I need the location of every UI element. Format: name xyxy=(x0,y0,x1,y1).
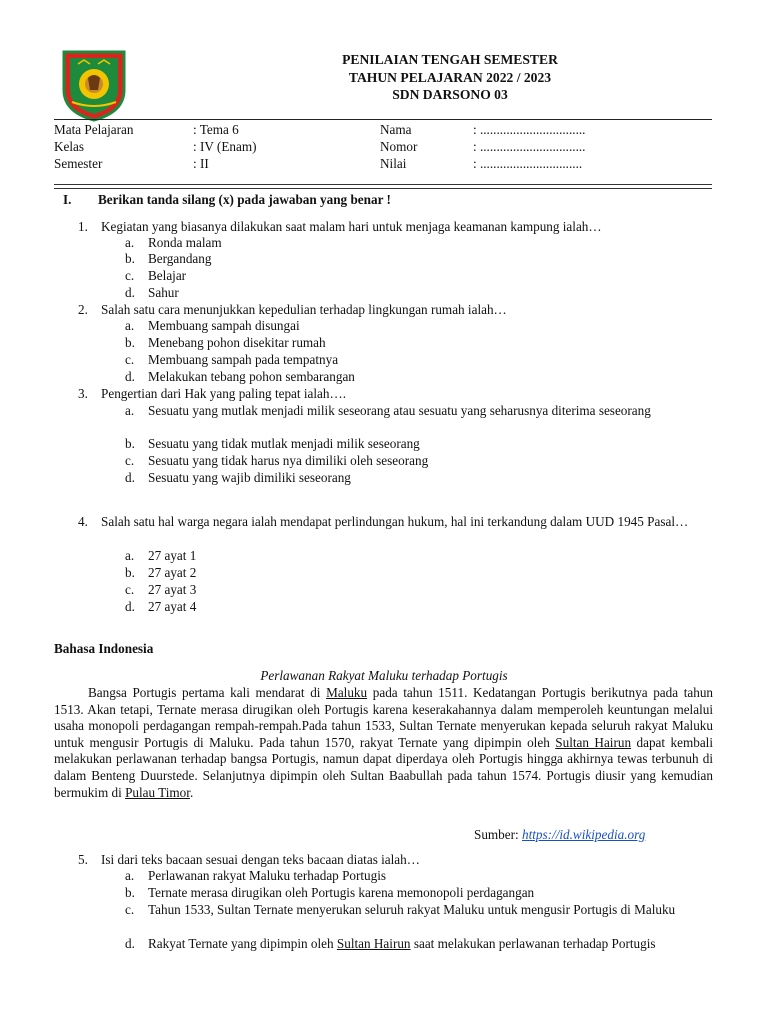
section-instruction: Berikan tanda silang (x) pada jawaban yang benar ! xyxy=(98,192,391,207)
question-number: 5. xyxy=(78,852,88,867)
semester-value: : II xyxy=(193,156,209,171)
header-divider xyxy=(54,119,712,120)
identity-divider-top xyxy=(54,184,712,185)
option-letter: b. xyxy=(125,885,135,900)
semester-label: Semester xyxy=(54,156,103,171)
section-number: I. xyxy=(63,192,72,207)
option-text: Membuang sampah disungai xyxy=(148,318,300,333)
option-text: Belajar xyxy=(148,268,187,283)
score-label: Nilai xyxy=(380,156,407,171)
option-letter: c. xyxy=(125,453,135,468)
number-field: : ................................ xyxy=(473,139,586,154)
link-pulau-timor[interactable]: Pulau Timor xyxy=(125,784,190,800)
option-letter: c. xyxy=(125,902,135,917)
option-text: Sahur xyxy=(148,285,179,300)
option-letter: c. xyxy=(125,268,135,283)
option-text: Bergandang xyxy=(148,251,212,266)
class-label: Kelas xyxy=(54,139,85,154)
option-text: Menebang pohon disekitar rumah xyxy=(148,335,326,350)
question-text: Isi dari teks bacaan sesuai dengan teks bacaan diatas ialah… xyxy=(101,852,420,867)
option-letter: d. xyxy=(125,285,135,300)
option-text: 27 ayat 1 xyxy=(148,548,197,563)
option-text: Sesuatu yang tidak harus nya dimiliki oleh seseorang xyxy=(148,453,429,468)
school-name: SDN DARSONO 03 xyxy=(392,87,508,102)
score-field: : ............................... xyxy=(473,156,583,171)
option-letter: d. xyxy=(125,599,135,614)
option-text: Ronda malam xyxy=(148,235,222,250)
option-letter: b. xyxy=(125,251,135,266)
option-letter: c. xyxy=(125,352,135,367)
option-letter: a. xyxy=(125,318,135,333)
option-letter: a. xyxy=(125,403,135,418)
option-text: Perlawanan rakyat Maluku terhadap Portugis xyxy=(148,868,387,883)
source-label: Sumber: xyxy=(474,827,519,842)
subject-heading: Bahasa Indonesia xyxy=(54,641,154,656)
question-number: 1. xyxy=(78,219,88,234)
question-text: Salah satu hal warga negara ialah mendapat perlindungan hukum, hal ini terkandung dalam UUD 1945 Pasal… xyxy=(101,514,689,529)
option-text: Ternate merasa dirugikan oleh Portugis karena memonopoli perdagangan xyxy=(148,885,535,900)
option-letter: d. xyxy=(125,936,135,951)
option-letter: a. xyxy=(125,235,135,250)
option-letter: a. xyxy=(125,868,135,883)
option-text: 27 ayat 4 xyxy=(148,599,197,614)
question-number: 3. xyxy=(78,386,88,401)
question-text: Kegiatan yang biasanya dilakukan saat malam hari untuk menjaga keamanan kampung ialah… xyxy=(101,219,602,234)
number-label: Nomor xyxy=(380,139,418,154)
name-field: : ................................ xyxy=(473,122,586,137)
option-text: Sesuatu yang tidak mutlak menjadi milik seseorang xyxy=(148,436,420,451)
question-number: 4. xyxy=(78,514,88,529)
link-sultan-hairun[interactable]: Sultan Hairun xyxy=(555,734,632,750)
exam-title: PENILAIAN TENGAH SEMESTER xyxy=(342,52,558,67)
question-text: Salah satu cara menunjukkan kepedulian terhadap lingkungan rumah ialah… xyxy=(101,302,507,317)
option-text: Melakukan tebang pohon sembarangan xyxy=(148,369,355,384)
option-text-part: saat melakukan perlawanan terhadap Portugis xyxy=(413,936,656,951)
identity-divider-bottom xyxy=(54,188,712,189)
class-value: : IV (Enam) xyxy=(193,139,257,154)
paragraph-text: Bangsa Portugis pertama kali mendarat di xyxy=(88,685,321,700)
option-text: Membuang sampah pada tempatnya xyxy=(148,352,339,367)
subject-value: : Tema 6 xyxy=(193,122,239,137)
option-letter: d. xyxy=(125,470,135,485)
paragraph-text: . xyxy=(189,784,194,800)
option-text: Tahun 1533, Sultan Ternate menyerukan seluruh rakyat Maluku untuk mengusir Portugis di Maluku xyxy=(148,902,676,917)
school-district-emblem xyxy=(60,50,128,122)
reading-paragraph xyxy=(54,685,713,801)
question-text: Pengertian dari Hak yang paling tepat ialah…. xyxy=(101,386,346,401)
name-label: Nama xyxy=(380,122,412,137)
option-text: Sesuatu yang mutlak menjadi milik seseorang atau sesuatu yang seharusnya diterima seseorang xyxy=(148,403,651,418)
option-letter: b. xyxy=(125,436,135,451)
paragraph-text: dapat kembali melakukan perlawanan terhadap bangsa Portugis, namun dapat diperdaya oleh Portugis hingga akhirnya tewas terbunuh di dalam Benteng Duurstede. Selanjutnya dipimpin oleh Sultan Baabullah pada tahun 1574. Portugis diusir yang kemudian bermukim di xyxy=(54,734,714,800)
source-link[interactable]: https://id.wikipedia.org xyxy=(522,827,646,842)
option-letter: d. xyxy=(125,369,135,384)
option-text xyxy=(148,936,708,953)
option-letter: c. xyxy=(125,582,135,597)
school-year: TAHUN PELAJARAN 2022 / 2023 xyxy=(348,70,552,85)
link-sultan-hairun[interactable]: Sultan Hairun xyxy=(336,936,411,951)
option-text: Sesuatu yang wajib dimiliki seseorang xyxy=(148,470,351,485)
option-letter: a. xyxy=(125,548,135,563)
option-text: 27 ayat 2 xyxy=(148,565,197,580)
option-text-part: Rakyat Ternate yang dipimpin oleh xyxy=(148,936,334,951)
option-text: 27 ayat 3 xyxy=(148,582,197,597)
link-maluku[interactable]: Maluku xyxy=(326,685,368,700)
source-line xyxy=(474,827,645,844)
option-letter: b. xyxy=(125,565,135,580)
paragraph-text: pada tahun 1511. Kedatangan Portugis berikutnya pada tahun 1513. Akan tetapi, Ternate merasa dirugikan oleh Portugis karena keserakahannya dalam memperoleh keuntungan melalui usaha monopoli perdagangan rempah-rempah.Pada tahun 1533, Sultan Ternate menyerukan kepada seluruh rakyat Maluku untuk mengusir Portugis di Maluku. Pada tahun 1570, rakyat Ternate yang dipimpin oleh xyxy=(54,685,714,750)
subject-label: Mata Pelajaran xyxy=(54,122,134,137)
question-number: 2. xyxy=(78,302,88,317)
option-letter: b. xyxy=(125,335,135,350)
reading-title: Perlawanan Rakyat Maluku terhadap Portugis xyxy=(260,668,508,683)
